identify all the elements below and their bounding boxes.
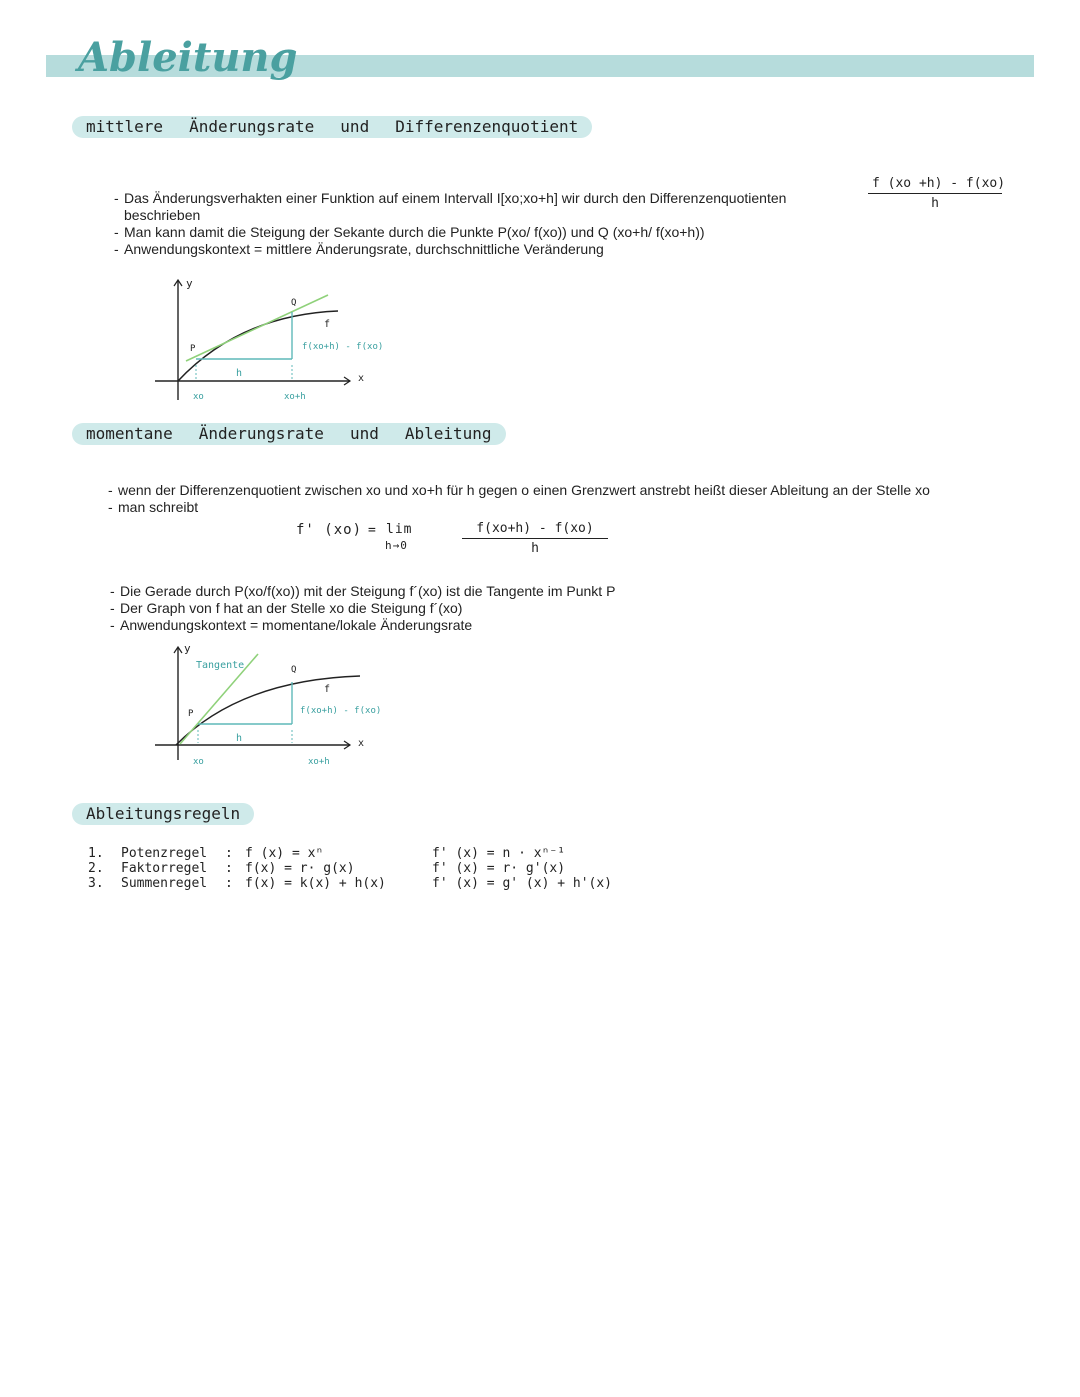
heading-word: Änderungsrate (198, 424, 324, 443)
difference-label: f(xo+h) - f(xo) (300, 706, 382, 716)
point-p-label: P (188, 709, 194, 719)
derivative-lim-sub: h→0 (385, 539, 408, 552)
section-heading-momentane-aenderungsrate (72, 423, 506, 445)
rule-separator: : (225, 846, 233, 861)
heading-word: Ableitung (404, 424, 492, 443)
rules-sep-column (225, 847, 233, 892)
heading-word: und (340, 117, 370, 136)
list-item: - wenn der Differenzenquotient zwischen xo und xo+h für h gegen o einen Grenzwert anstrebt heißt dieser Ableitung an der Stelle xo (108, 482, 1008, 499)
list-item: - man schreibt (108, 499, 1008, 516)
derivative-fraction (462, 521, 608, 556)
point-p-label: P (190, 344, 196, 354)
rule-number: 1. (88, 846, 104, 861)
x-label: x (358, 738, 365, 749)
rule-name: Faktorregel (121, 861, 208, 876)
list-item: - Anwendungskontext = mittlere Änderungsrate, durchschnittliche Veränderung (114, 241, 834, 258)
xoh-label: xo+h (284, 392, 306, 402)
rule-name: Potenzregel (121, 846, 208, 861)
difference-label: f(xo+h) - f(xo) (302, 342, 384, 352)
xo-label: xo (193, 757, 204, 767)
heading-word: momentane (86, 424, 173, 443)
formula-denominator: h (931, 196, 939, 211)
page-title: Ableitung (78, 34, 298, 81)
tangent-graph (150, 640, 430, 775)
xoh-label: xo+h (308, 757, 330, 767)
h-label: h (236, 733, 243, 744)
tangent-label: Tangente (196, 660, 245, 671)
rule-derivative: f' (x) = n · xⁿ⁻¹ (432, 846, 566, 861)
function-label: f (324, 684, 331, 695)
rule-derivative: f' (x) = g' (x) + h'(x) (432, 876, 613, 891)
y-label: y (184, 642, 191, 655)
list-item: - Anwendungskontext = momentane/lokale Änderungsrate (110, 617, 810, 634)
heading-word: mittlere (86, 117, 164, 136)
heading-word: Änderungsrate (189, 117, 315, 136)
rule-name: Summenregel (121, 876, 208, 891)
list-item: - Man kann damit die Steigung der Sekante durch die Punkte P(xo/ f(xo)) und Q (xo+h/ f(xo+h)) (114, 224, 834, 241)
rules-derivative-column (432, 847, 612, 892)
rule-number: 2. (88, 861, 104, 876)
secant-graph (150, 275, 430, 405)
rule-function: f (x) = xⁿ (245, 846, 324, 861)
rule-separator: : (225, 861, 233, 876)
rule-derivative: f' (x) = r· g'(x) (432, 861, 566, 876)
section2-bullet-list-2 (110, 583, 810, 634)
list-item: - Das Änderungsverhakten einer Funktion auf einem Intervall I[xo;xo+h] wir durch den Differenzenquotienten beschrieben (114, 190, 834, 224)
derivative-lim: lim (386, 522, 413, 537)
section1-bullet-list (114, 190, 834, 258)
heading-word: und (349, 424, 379, 443)
section-heading-mittlere-aenderungsrate (72, 116, 592, 138)
list-item: - Die Gerade durch P(xo/f(xo)) mit der Steigung f´(xo) ist die Tangente im Punkt P (110, 583, 810, 600)
rules-name-column (121, 847, 207, 892)
section2-bullet-list (108, 482, 1008, 516)
function-label: f (324, 319, 331, 330)
formula-denominator: h (531, 541, 539, 556)
rule-function: f(x) = k(x) + h(x) (245, 876, 386, 891)
rules-num-column (88, 847, 104, 892)
section-heading-ableitungsregeln: Ableitungsregeln (72, 803, 254, 825)
rule-number: 3. (88, 876, 104, 891)
rule-separator: : (225, 876, 233, 891)
point-q-label: Q (291, 298, 297, 308)
x-label: x (358, 373, 365, 384)
difference-quotient-formula (868, 176, 1006, 211)
xo-label: xo (193, 392, 204, 402)
derivative-left: f' (xo) (296, 522, 363, 538)
rule-function: f(x) = r· g(x) (245, 861, 355, 876)
h-label: h (236, 368, 243, 379)
list-item: - Der Graph von f hat an der Stelle xo die Steigung f´(xo) (110, 600, 810, 617)
heading-word: Differenzenquotient (395, 117, 579, 136)
rules-function-column (245, 847, 386, 892)
formula-numerator: f (xo +h) - f(xo) (868, 176, 1002, 194)
point-q-label: Q (291, 665, 297, 675)
formula-numerator: f(xo+h) - f(xo) (462, 521, 608, 539)
y-label: y (186, 277, 193, 290)
derivative-equals: = (368, 523, 377, 538)
